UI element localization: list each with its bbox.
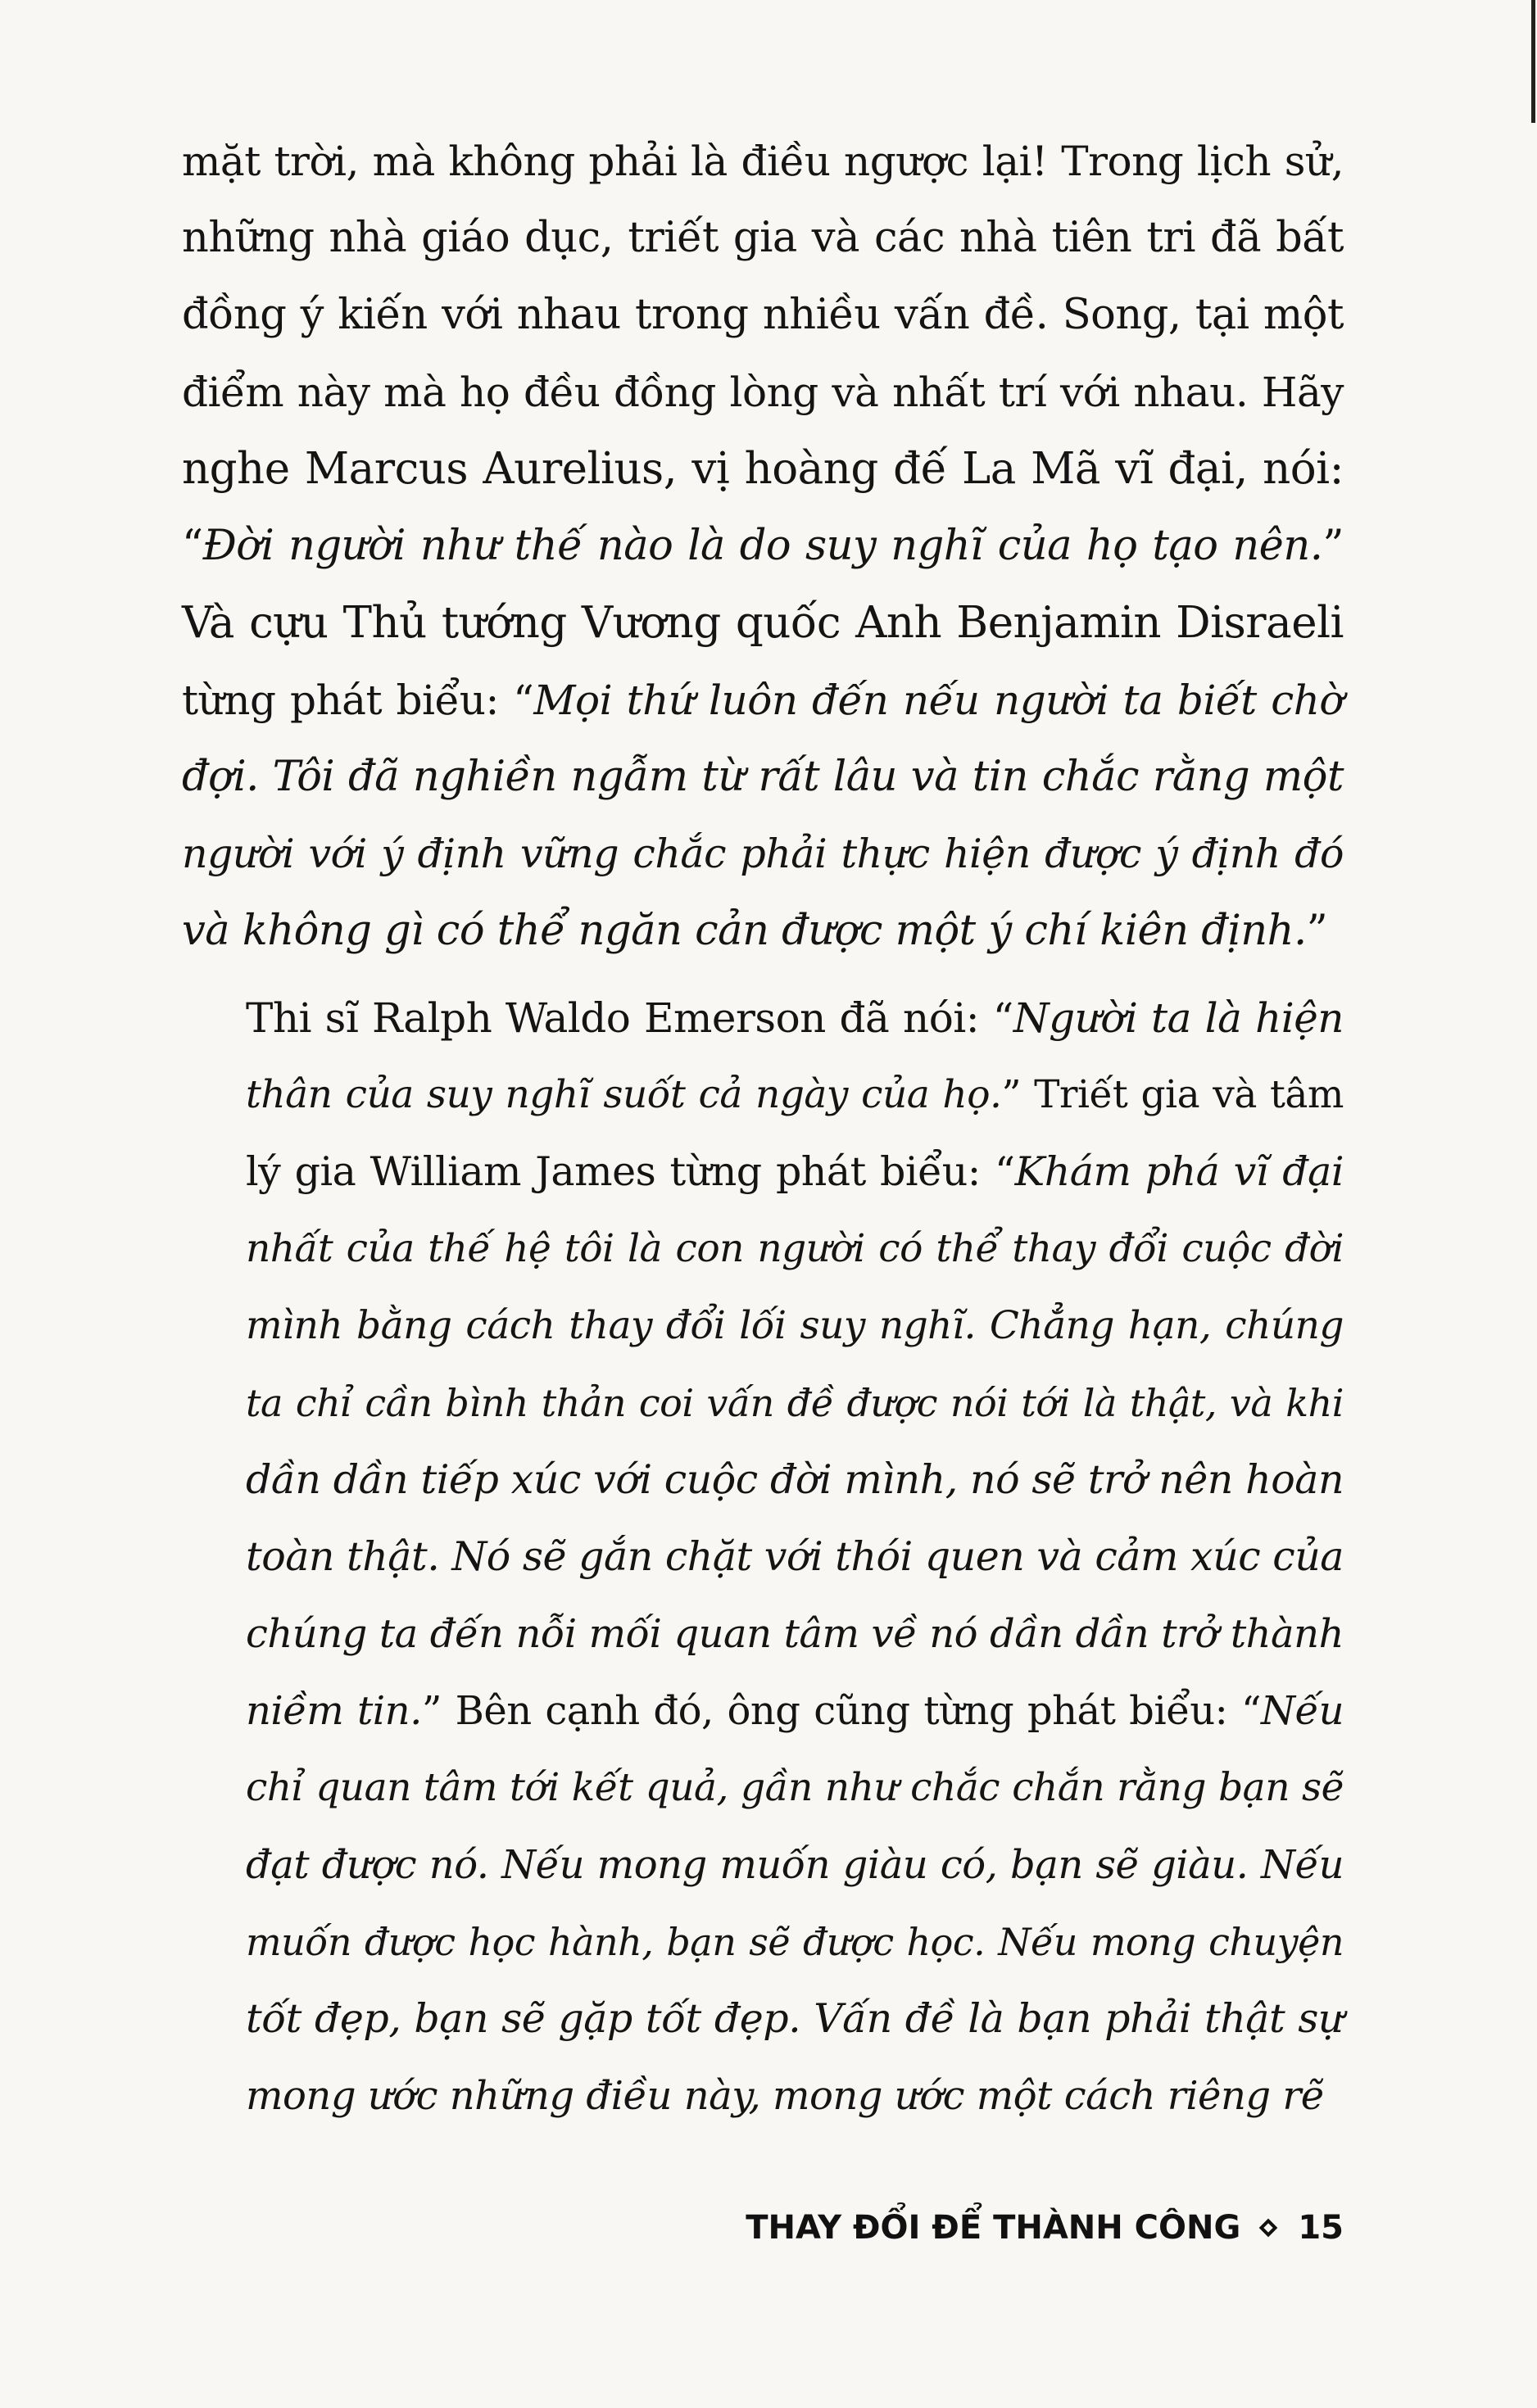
- text-line: [182, 200, 1344, 277]
- quote-text: niềm tin.: [246, 1688, 422, 1734]
- text-line: [182, 354, 1344, 431]
- text-line: [182, 1980, 1344, 2057]
- text-segment: Thi sĩ Ralph Waldo Emerson đã nói: “: [246, 994, 1013, 1042]
- footer-book-title: THAY ĐỔI ĐỂ THÀNH CÔNG: [746, 2209, 1241, 2247]
- text-line: [182, 980, 1344, 1057]
- text-line: [182, 1442, 1344, 1519]
- text-line: [182, 893, 1344, 970]
- quote-text: tốt đẹp, bạn sẽ gặp tốt đẹp. Vấn đề là bạn phải thật sự: [246, 1995, 1344, 2042]
- quote-text: người với ý định vững chắc phải thực hiện được ý định đó: [182, 831, 1344, 877]
- body-text: [182, 123, 1344, 2134]
- page-number: 15: [1298, 2209, 1344, 2247]
- quote-text: Mọi thứ luôn đến nếu người ta biết chờ: [533, 677, 1344, 724]
- quote-text: mong ước những điều này, mong ước một cách riêng rẽ: [246, 2073, 1324, 2119]
- quote-text: ta chỉ cần bình thản coi vấn đề được nói tới là thật, và khi: [246, 1381, 1344, 1425]
- text-line: [182, 1749, 1344, 1826]
- text-line: [182, 1826, 1344, 1903]
- text-line: [182, 508, 1344, 585]
- text-line: [182, 123, 1344, 200]
- quote-text: Người ta là hiện: [1013, 994, 1344, 1042]
- text-segment: lý gia William James từng phát biểu: “: [246, 1148, 1015, 1195]
- text-segment: mặt trời, mà không phải là điều ngược lại! Trong lịch sử,: [182, 138, 1344, 185]
- text-line: [182, 1211, 1344, 1288]
- quote-text: chúng ta đến nỗi mối quan tâm về nó dần dần trở thành: [246, 1611, 1344, 1657]
- text-line: [182, 2057, 1344, 2134]
- text-line: [182, 739, 1344, 816]
- quote-text: thân của suy nghĩ suốt cả ngày của họ.: [246, 1072, 1002, 1117]
- quote-text: muốn được học hành, bạn sẽ được học. Nếu mong chuyện: [246, 1920, 1344, 1964]
- quote-text: Khám phá vĩ đại: [1014, 1148, 1344, 1195]
- text-line: [182, 816, 1344, 893]
- text-segment: Và cựu Thủ tướng Vương quốc Anh Benjamin Disraeli: [182, 598, 1344, 648]
- paragraph: [182, 980, 1344, 2134]
- quote-text: Đời người như thế nào là do suy nghĩ của họ tạo nên.: [202, 522, 1323, 570]
- text-segment: đồng ý kiến với nhau trong nhiều vấn đề. Song, tại một: [182, 291, 1344, 339]
- quote-text: nhất của thế hệ tôi là con người có thể thay đổi cuộc đời: [246, 1226, 1344, 1271]
- text-line: [182, 1903, 1344, 1980]
- text-segment: từng phát biểu: “: [182, 677, 534, 724]
- text-segment: ” Bên cạnh đó, ông cũng từng phát biểu: “: [421, 1688, 1262, 1734]
- quote-text: đợi. Tôi đã nghiền ngẫm từ rất lâu và tin chắc rằng một: [182, 753, 1344, 801]
- diamond-outline-icon: [1259, 2219, 1278, 2238]
- page-edge-line: [1531, 0, 1535, 123]
- quote-text: dần dần tiếp xúc với cuộc đời mình, nó sẽ trở nên hoàn: [246, 1456, 1344, 1503]
- text-segment: điểm này mà họ đều đồng lòng và nhất trí với nhau. Hãy: [182, 369, 1344, 416]
- text-line: [182, 277, 1344, 354]
- text-segment: ” Triết gia và tâm: [1001, 1072, 1344, 1117]
- text-line: [182, 1672, 1344, 1749]
- text-segment: ”: [1322, 522, 1344, 570]
- text-line: [182, 585, 1344, 662]
- text-line: [182, 1288, 1344, 1365]
- text-line: [182, 1134, 1344, 1211]
- running-footer: [737, 2203, 1344, 2252]
- text-line: [182, 431, 1344, 508]
- text-line: [182, 662, 1344, 739]
- text-segment: nghe Marcus Aurelius, vị hoàng đế La Mã vĩ đại, nói:: [182, 444, 1344, 494]
- text-segment: ”: [1306, 907, 1328, 955]
- text-segment: “: [182, 522, 203, 570]
- text-line: [182, 1365, 1344, 1442]
- quote-text: chỉ quan tâm tới kết quả, gần như chắc chắn rằng bạn sẽ: [246, 1765, 1344, 1810]
- quote-text: và không gì có thể ngăn cản được một ý chí kiên định.: [182, 907, 1307, 955]
- text-line: [182, 1596, 1344, 1672]
- paragraph: [182, 123, 1344, 970]
- quote-text: Nếu: [1261, 1688, 1344, 1734]
- text-line: [182, 1519, 1344, 1596]
- text-line: [182, 1057, 1344, 1134]
- text-segment: những nhà giáo dục, triết gia và các nhà tiên tri đã bất: [182, 214, 1344, 262]
- quote-text: mình bằng cách thay đổi lối suy nghĩ. Chẳng hạn, chúng: [246, 1303, 1344, 1348]
- quote-text: toàn thật. Nó sẽ gắn chặt với thói quen và cảm xúc của: [246, 1533, 1344, 1580]
- quote-text: đạt được nó. Nếu mong muốn giàu có, bạn sẽ giàu. Nếu: [246, 1842, 1344, 1888]
